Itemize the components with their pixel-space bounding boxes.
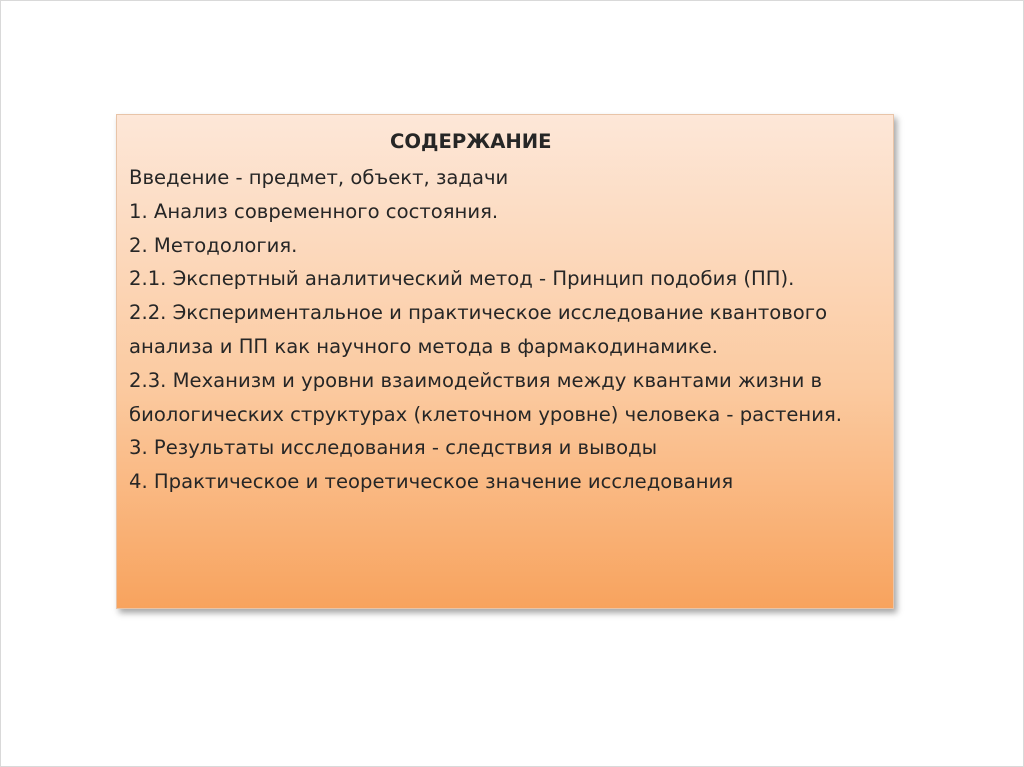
contents-item-2-3: 2.3. Механизм и уровни взаимодействия между квантами жизни в биологических структурах (клеточном уровне) человека - растения. <box>129 368 842 426</box>
contents-item-2-2: 2.2. Экспериментальное и практическое исследование квантового анализа и ПП как научного метода в фармакодинамике. <box>129 301 828 358</box>
contents-item-3: 3. Результаты исследования - следствия и выводы <box>129 436 658 460</box>
contents-item-4: 4. Практическое и теоретическое значение исследования <box>129 470 734 494</box>
contents-item-intro: Введение - предмет, объект, задачи <box>129 166 509 189</box>
contents-item-2: 2. Методология. <box>129 233 298 257</box>
contents-heading: СОДЕРЖАНИЕ <box>390 130 552 153</box>
contents-item-1: 1. Анализ современного состояния. <box>129 199 499 223</box>
contents-box <box>116 114 894 609</box>
contents-item-2-1: 2.1. Экспертный аналитический метод - Принцип подобия (ПП). <box>129 267 795 291</box>
